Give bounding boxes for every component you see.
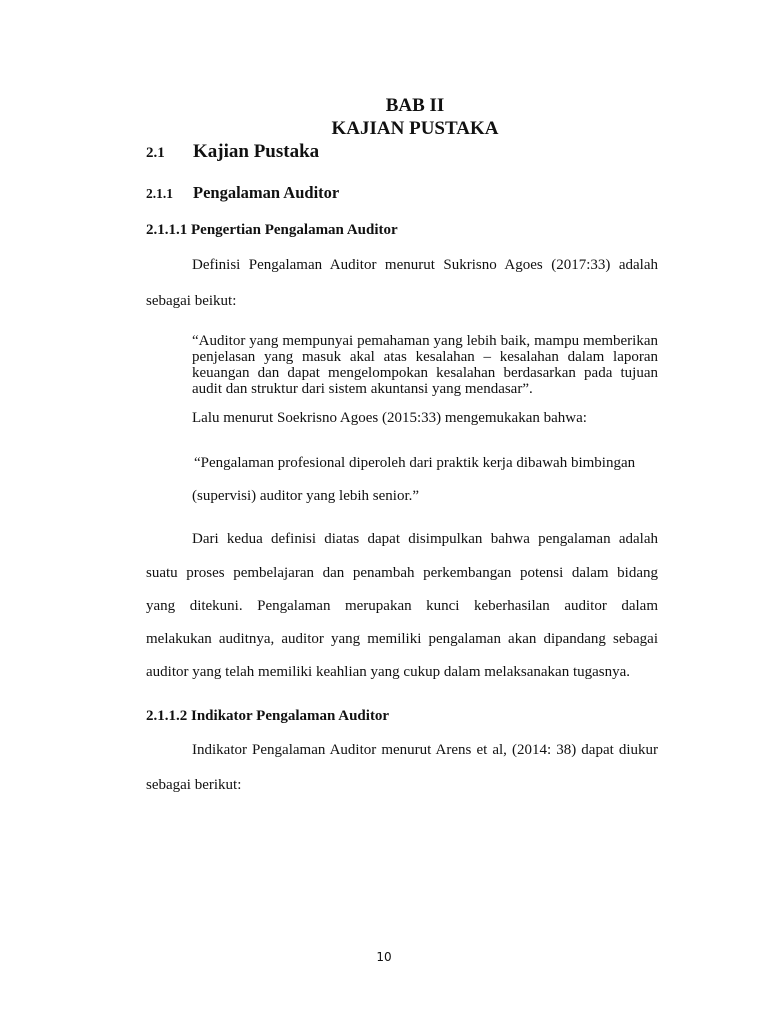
section-number: 2.1 — [146, 145, 165, 161]
quote2-line2: (supervisi) auditor yang lebih senior.” — [192, 488, 420, 504]
conclusion-line-2: suatu proses pembelajaran dan penambah perkembangan potensi dalam bidang — [146, 565, 658, 581]
conclusion-line-5: auditor yang telah memiliki keahlian yang cukup dalam melaksanakan tugasnya. — [146, 664, 631, 680]
section-title: Kajian Pustaka — [193, 141, 320, 162]
subsub1-heading: 2.1.1.1 Pengertian Pengalaman Auditor — [146, 222, 398, 238]
subsub2-intro-line2: sebagai berikut: — [146, 777, 242, 793]
chapter-title: KAJIAN PUSTAKA — [331, 118, 499, 139]
page-number: 10 — [376, 950, 392, 964]
subsub2-intro-line1: Indikator Pengalaman Auditor menurut Arens et al, (2014: 38) dapat diukur — [192, 742, 658, 758]
conclusion-line-4: melakukan auditnya, auditor yang memiliki pengalaman akan dipandang sebagai — [146, 631, 658, 647]
quote2-line1: “Pengalaman profesional diperoleh dari praktik kerja dibawah bimbingan — [194, 455, 636, 471]
subsub1-intro-line1: Definisi Pengalaman Auditor menurut Sukrisno Agoes (2017:33) adalah — [192, 257, 658, 273]
conclusion-line-3: yang ditekuni. Pengalaman merupakan kunci keberhasilan auditor dalam — [146, 598, 658, 614]
subsection-number: 2.1.1 — [146, 186, 173, 201]
followup-line: Lalu menurut Soekrisno Agoes (2015:33) mengemukakan bahwa: — [192, 410, 587, 426]
subsub1-intro-line2: sebagai beikut: — [146, 293, 237, 309]
conclusion-line-1: Dari kedua definisi diatas dapat disimpulkan bahwa pengalaman adalah — [192, 531, 658, 547]
subsection-title: Pengalaman Auditor — [193, 183, 340, 202]
subsub2-heading: 2.1.1.2 Indikator Pengalaman Auditor — [146, 708, 390, 724]
quote-block-1: “Auditor yang mempunyai pemahaman yang lebih baik, mampu memberikan penjelasan yang masuk akal atas kesalahan – kesalahan dalam laporan keuangan dan dapat mengelompokan kesalahan berdasarkan pada tujuan audit dan struktur dari sistem akuntansi yang mendasar”. — [192, 333, 658, 397]
chapter-number: BAB II — [385, 95, 445, 116]
